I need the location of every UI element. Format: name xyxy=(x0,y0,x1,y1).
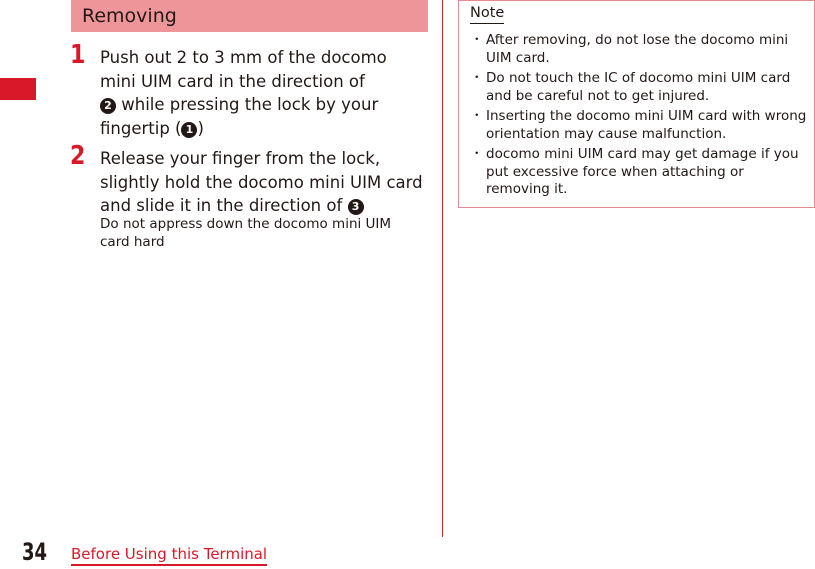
bullet-icon: ・ xyxy=(470,108,484,124)
section-title: Removing xyxy=(82,5,177,27)
note-item-text: Inserting the docomo mini UIM card with wrong orientation may cause malfunction. xyxy=(486,108,807,142)
list-item xyxy=(470,32,810,67)
step-text-part: Push out 2 to 3 mm of the docomo mini UIM card in the direction of xyxy=(100,48,387,91)
step-text-part: ) xyxy=(197,118,204,138)
list-item xyxy=(470,146,810,199)
circled-number-icon: 3 xyxy=(348,199,364,215)
circled-number-icon: 1 xyxy=(181,122,197,138)
note-item-text: docomo mini UIM card may get damage if you put excessive force when attaching or removing it. xyxy=(486,146,799,197)
chapter-footer-label: Before Using this Terminal xyxy=(71,545,267,566)
step-text xyxy=(100,147,425,218)
bullet-icon: ・ xyxy=(470,70,484,86)
step-note: Do not appress down the docomo mini UIM card hard xyxy=(100,216,392,250)
note-title: Note xyxy=(470,5,504,24)
section-header xyxy=(71,0,428,32)
note-box xyxy=(458,0,815,208)
chapter-tab-marker xyxy=(0,78,36,100)
step-number: 2 xyxy=(70,141,86,171)
note-list xyxy=(470,32,810,202)
column-divider xyxy=(442,0,443,537)
bullet-icon: ・ xyxy=(470,146,484,162)
note-item-text: After removing, do not lose the docomo mini UIM card. xyxy=(486,32,789,66)
circled-number-icon: 2 xyxy=(100,98,116,114)
list-item xyxy=(470,70,810,105)
note-item-text: Do not touch the IC of docomo mini UIM card and be careful not to get injured. xyxy=(486,70,791,104)
page-number: 34 xyxy=(22,538,48,566)
step-text xyxy=(100,46,425,140)
step-text-part: Release your finger from the lock, slightly hold the docomo mini UIM card and slide it in the direction of xyxy=(100,149,423,215)
bullet-icon: ・ xyxy=(470,32,484,48)
step-number: 1 xyxy=(70,40,86,70)
list-item xyxy=(470,108,810,143)
step-text-part: while pressing the lock by your fingertip ( xyxy=(100,95,379,138)
